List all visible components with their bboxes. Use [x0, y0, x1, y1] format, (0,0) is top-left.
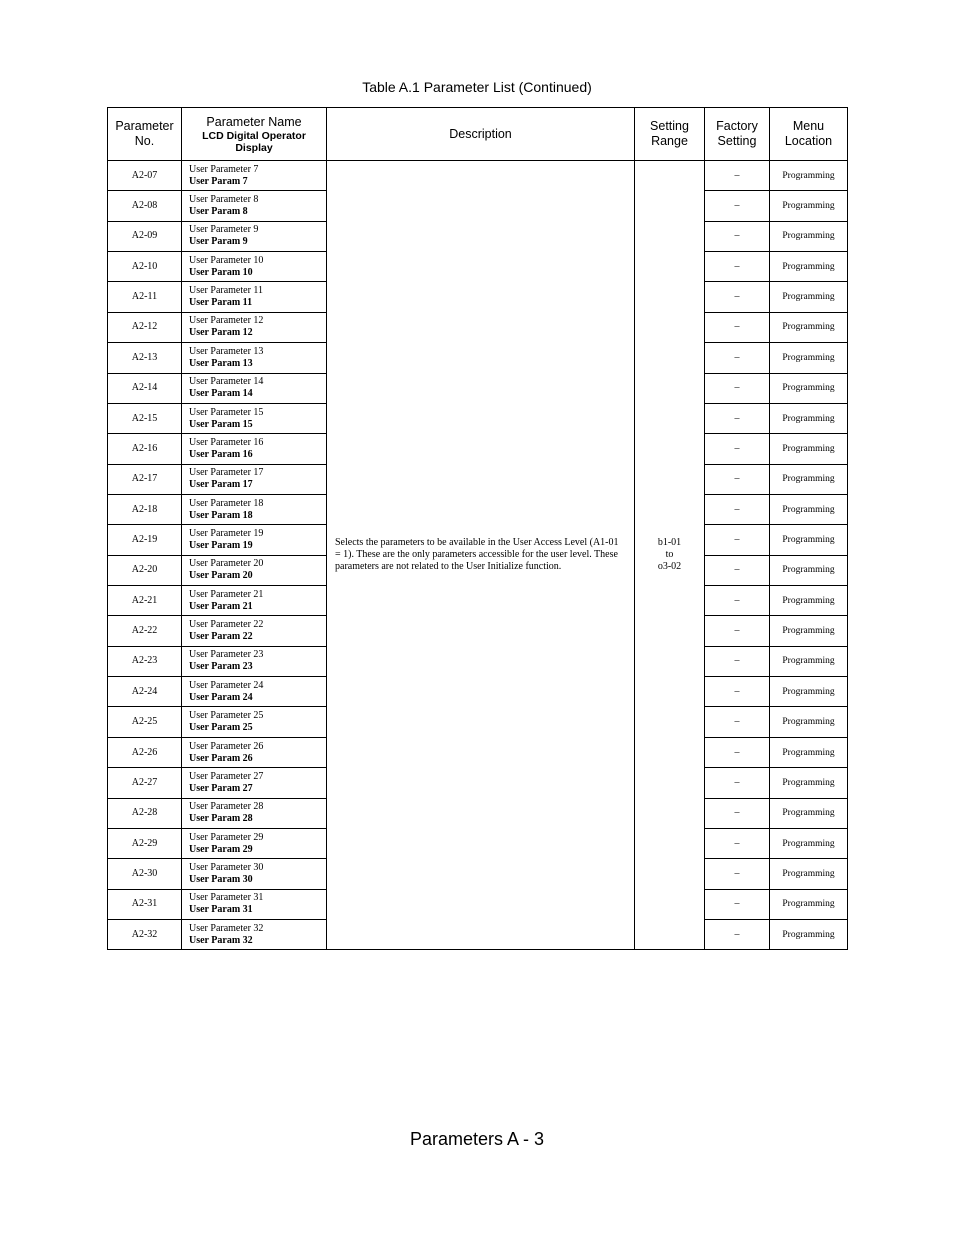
- header-parameter-no: Parameter No.: [108, 108, 182, 161]
- parameter-name: User Parameter 31: [189, 892, 264, 904]
- menu-location-cell: Programming: [770, 555, 848, 585]
- lcd-display-name: User Param 32: [189, 934, 253, 946]
- parameter-name-cell: [182, 343, 327, 373]
- factory-setting-cell: –: [705, 343, 770, 373]
- parameter-no-cell: A2-24: [108, 677, 182, 707]
- parameter-name: User Parameter 24: [189, 679, 264, 691]
- factory-setting-cell: –: [705, 646, 770, 676]
- parameter-name: User Parameter 10: [189, 254, 264, 266]
- menu-location-cell: Programming: [770, 889, 848, 919]
- parameter-name: User Parameter 21: [189, 588, 264, 600]
- parameter-name-cell: [182, 464, 327, 494]
- parameter-name: User Parameter 29: [189, 831, 264, 843]
- factory-setting-cell: –: [705, 252, 770, 282]
- lcd-display-name: User Param 28: [189, 813, 253, 825]
- table-header-row: [108, 108, 848, 161]
- factory-setting-cell: –: [705, 312, 770, 342]
- factory-setting-cell: –: [705, 859, 770, 889]
- parameter-no-cell: A2-14: [108, 373, 182, 403]
- factory-setting-cell: –: [705, 737, 770, 767]
- parameter-name: User Parameter 22: [189, 619, 264, 631]
- table-row: [108, 161, 848, 191]
- menu-location-cell: Programming: [770, 221, 848, 251]
- lcd-display-name: User Param 11: [189, 297, 253, 309]
- parameter-name-cell: [182, 161, 327, 191]
- parameter-no-cell: A2-09: [108, 221, 182, 251]
- parameter-no-cell: A2-32: [108, 919, 182, 949]
- factory-setting-cell: –: [705, 403, 770, 433]
- menu-location-cell: Programming: [770, 586, 848, 616]
- parameter-name: User Parameter 12: [189, 315, 264, 327]
- lcd-display-name: User Param 9: [189, 236, 248, 248]
- page-footer: Parameters A - 3: [409, 1129, 545, 1149]
- parameter-name-cell: [182, 616, 327, 646]
- parameter-name-cell: [182, 828, 327, 858]
- parameter-name: User Parameter 23: [189, 649, 264, 661]
- header-factory-setting: Factory Setting: [705, 108, 770, 161]
- menu-location-cell: Programming: [770, 677, 848, 707]
- parameter-name-cell: [182, 282, 327, 312]
- lcd-display-name: User Param 15: [189, 418, 253, 430]
- factory-setting-cell: –: [705, 798, 770, 828]
- parameter-name: User Parameter 8: [189, 194, 259, 206]
- factory-setting-cell: –: [705, 555, 770, 585]
- menu-location-cell: Programming: [770, 312, 848, 342]
- factory-setting-cell: –: [705, 586, 770, 616]
- parameter-no-cell: A2-12: [108, 312, 182, 342]
- parameter-name-cell: [182, 646, 327, 676]
- parameter-no-cell: A2-28: [108, 798, 182, 828]
- parameter-name: User Parameter 28: [189, 801, 264, 813]
- parameter-no-cell: A2-15: [108, 403, 182, 433]
- parameter-no-cell: A2-19: [108, 525, 182, 555]
- parameter-name-cell: [182, 403, 327, 433]
- parameter-name-cell: [182, 373, 327, 403]
- parameter-name-cell: [182, 707, 327, 737]
- factory-setting-cell: –: [705, 768, 770, 798]
- parameter-name: User Parameter 9: [189, 224, 259, 236]
- factory-setting-cell: –: [705, 191, 770, 221]
- menu-location-cell: Programming: [770, 919, 848, 949]
- description-cell: Selects the parameters to be available in the User Access Level (A1-01 = 1). These are the only parameters accessible for the user level. These parameters are not related to the User Initialize function.: [327, 161, 635, 950]
- parameter-name: User Parameter 11: [189, 285, 264, 297]
- lcd-display-name: User Param 27: [189, 782, 253, 794]
- lcd-display-name: User Param 7: [189, 175, 248, 187]
- parameter-name-cell: [182, 221, 327, 251]
- parameter-name: User Parameter 25: [189, 710, 264, 722]
- lcd-display-name: User Param 19: [189, 539, 253, 551]
- factory-setting-cell: –: [705, 282, 770, 312]
- parameter-table: [107, 107, 848, 950]
- factory-setting-cell: –: [705, 434, 770, 464]
- menu-location-cell: Programming: [770, 494, 848, 524]
- parameter-name-cell: [182, 737, 327, 767]
- menu-location-cell: Programming: [770, 707, 848, 737]
- parameter-name-cell: [182, 586, 327, 616]
- menu-location-cell: Programming: [770, 343, 848, 373]
- parameter-no-cell: A2-26: [108, 737, 182, 767]
- lcd-display-name: User Param 23: [189, 661, 253, 673]
- parameter-name-cell: [182, 768, 327, 798]
- header-parameter-name: [182, 108, 327, 161]
- parameter-name-cell: [182, 312, 327, 342]
- parameter-no-cell: A2-07: [108, 161, 182, 191]
- parameter-name: User Parameter 16: [189, 436, 264, 448]
- factory-setting-cell: –: [705, 677, 770, 707]
- lcd-display-name: User Param 22: [189, 631, 253, 643]
- lcd-display-name: User Param 13: [189, 357, 253, 369]
- parameter-name: User Parameter 20: [189, 558, 264, 570]
- lcd-display-name: User Param 20: [189, 570, 253, 582]
- parameter-no-cell: A2-08: [108, 191, 182, 221]
- lcd-display-name: User Param 10: [189, 266, 253, 278]
- parameter-name-cell: [182, 677, 327, 707]
- parameter-name: User Parameter 14: [189, 376, 264, 388]
- menu-location-cell: Programming: [770, 616, 848, 646]
- parameter-no-cell: A2-31: [108, 889, 182, 919]
- factory-setting-cell: –: [705, 373, 770, 403]
- factory-setting-cell: –: [705, 525, 770, 555]
- header-description: Description: [327, 108, 635, 161]
- parameter-name-cell: [182, 919, 327, 949]
- parameter-name-cell: [182, 859, 327, 889]
- parameter-no-cell: A2-25: [108, 707, 182, 737]
- menu-location-cell: Programming: [770, 373, 848, 403]
- parameter-name-cell: [182, 494, 327, 524]
- parameter-name-cell: [182, 889, 327, 919]
- menu-location-cell: Programming: [770, 403, 848, 433]
- parameter-name: User Parameter 26: [189, 740, 264, 752]
- factory-setting-cell: –: [705, 464, 770, 494]
- lcd-display-name: User Param 30: [189, 873, 253, 885]
- menu-location-cell: Programming: [770, 828, 848, 858]
- parameter-no-cell: A2-13: [108, 343, 182, 373]
- parameter-no-cell: A2-21: [108, 586, 182, 616]
- parameter-name: User Parameter 30: [189, 861, 264, 873]
- setting-range-to: o3-02: [657, 561, 682, 573]
- parameter-no-cell: A2-29: [108, 828, 182, 858]
- parameter-name-cell: [182, 525, 327, 555]
- parameter-name: User Parameter 27: [189, 770, 264, 782]
- lcd-display-name: User Param 26: [189, 752, 253, 764]
- lcd-display-name: User Param 12: [189, 327, 253, 339]
- parameter-name: User Parameter 7: [189, 163, 259, 175]
- menu-location-cell: Programming: [770, 859, 848, 889]
- factory-setting-cell: –: [705, 919, 770, 949]
- setting-range-to-word: to: [665, 549, 674, 561]
- menu-location-cell: Programming: [770, 737, 848, 767]
- parameter-no-cell: A2-16: [108, 434, 182, 464]
- header-lcd-display-label: LCD Digital Operator Display: [202, 129, 306, 154]
- header-parameter-name-label: Parameter Name: [206, 114, 302, 129]
- factory-setting-cell: –: [705, 889, 770, 919]
- parameter-no-cell: A2-10: [108, 252, 182, 282]
- parameter-name: User Parameter 19: [189, 527, 264, 539]
- parameter-name-cell: [182, 434, 327, 464]
- setting-range-cell: [635, 161, 705, 950]
- factory-setting-cell: –: [705, 707, 770, 737]
- menu-location-cell: Programming: [770, 161, 848, 191]
- parameter-name: User Parameter 15: [189, 406, 264, 418]
- factory-setting-cell: –: [705, 221, 770, 251]
- menu-location-cell: Programming: [770, 646, 848, 676]
- header-setting-range: Setting Range: [635, 108, 705, 161]
- table-title: Table A.1 Parameter List (Continued): [362, 79, 592, 95]
- setting-range-from: b1-01: [657, 537, 682, 549]
- header-menu-location: Menu Location: [770, 108, 848, 161]
- parameter-name-cell: [182, 798, 327, 828]
- lcd-display-name: User Param 21: [189, 600, 253, 612]
- parameter-no-cell: A2-11: [108, 282, 182, 312]
- factory-setting-cell: –: [705, 828, 770, 858]
- lcd-display-name: User Param 16: [189, 448, 253, 460]
- menu-location-cell: Programming: [770, 282, 848, 312]
- menu-location-cell: Programming: [770, 768, 848, 798]
- parameter-name-cell: [182, 252, 327, 282]
- lcd-display-name: User Param 25: [189, 722, 253, 734]
- parameter-name: User Parameter 18: [189, 497, 264, 509]
- lcd-display-name: User Param 29: [189, 843, 253, 855]
- factory-setting-cell: –: [705, 161, 770, 191]
- parameter-name: User Parameter 13: [189, 345, 264, 357]
- lcd-display-name: User Param 24: [189, 691, 253, 703]
- parameter-no-cell: A2-23: [108, 646, 182, 676]
- parameter-name: User Parameter 17: [189, 467, 264, 479]
- parameter-name-cell: [182, 191, 327, 221]
- lcd-display-name: User Param 8: [189, 206, 248, 218]
- menu-location-cell: Programming: [770, 191, 848, 221]
- factory-setting-cell: –: [705, 616, 770, 646]
- lcd-display-name: User Param 14: [189, 388, 253, 400]
- parameter-name: User Parameter 32: [189, 922, 264, 934]
- parameter-name-cell: [182, 555, 327, 585]
- parameter-no-cell: A2-18: [108, 494, 182, 524]
- menu-location-cell: Programming: [770, 434, 848, 464]
- factory-setting-cell: –: [705, 494, 770, 524]
- table-body: [108, 161, 848, 950]
- parameter-no-cell: A2-30: [108, 859, 182, 889]
- parameter-no-cell: A2-17: [108, 464, 182, 494]
- menu-location-cell: Programming: [770, 252, 848, 282]
- menu-location-cell: Programming: [770, 525, 848, 555]
- parameter-no-cell: A2-27: [108, 768, 182, 798]
- menu-location-cell: Programming: [770, 464, 848, 494]
- parameter-no-cell: A2-22: [108, 616, 182, 646]
- parameter-no-cell: A2-20: [108, 555, 182, 585]
- menu-location-cell: Programming: [770, 798, 848, 828]
- lcd-display-name: User Param 18: [189, 509, 253, 521]
- lcd-display-name: User Param 17: [189, 479, 253, 491]
- lcd-display-name: User Param 31: [189, 904, 253, 916]
